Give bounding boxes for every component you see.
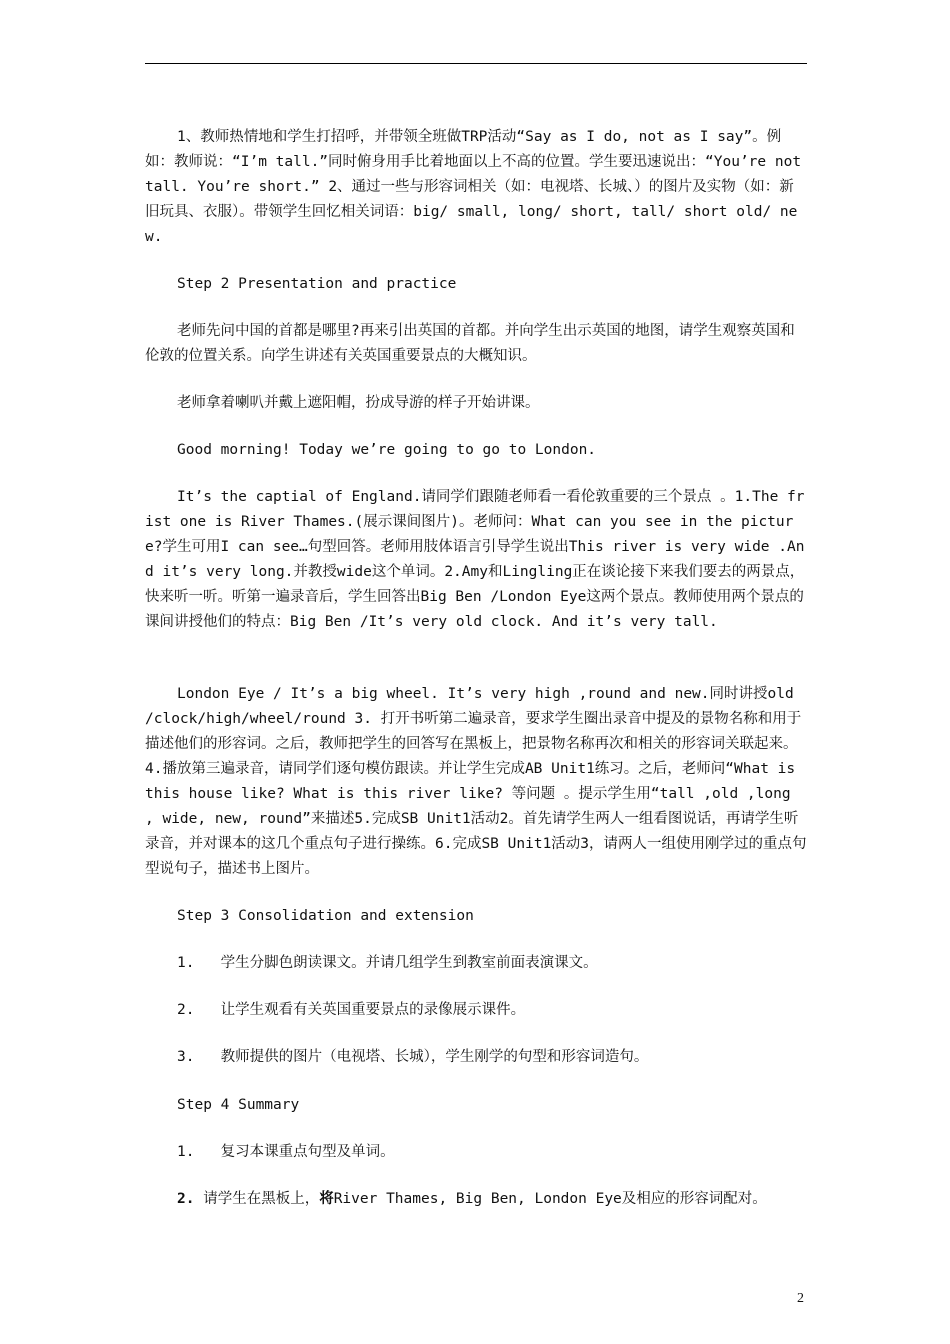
step3-list-item-3: 3. 教师提供的图片（电视塔、长城），学生刚学的句型和形容词造句。	[177, 1049, 649, 1065]
step2-paragraph-1: 老师先问中国的首都是哪里?再来引出英国的首都。并向学生出示英国的地图，请学生观察英国和伦敦的位置关系。向学生讲述有关英国重要景点的大概知识。	[145, 323, 795, 364]
step4-item2-bold: 将	[319, 1191, 334, 1207]
step3-list-item-1: 1. 学生分脚色朗读课文。并请几组学生到教室前面表演课文。	[177, 955, 598, 971]
header-rule	[145, 63, 807, 64]
step4-item2-number: 2.	[177, 1191, 195, 1207]
step2-paragraph-5: London Eye / It’s a big wheel. It’s very high ,round and new.同时讲授old /clock/high/wheel/round 3. 打开书听第二遍录音，要求学生圈出录音中提及的景物名称和用于描述他们的形容词。之后，教师把学生的回答写在黑板上，把景物名称再次和相关的形容词关联起来。4.播放第三遍录音，请同学们逐句模仿跟读。并让学生完成AB Unit1练习。之后，老师问“What is this house like? What is this river like? 等问题 。提示学生用“tall ,old ,long , wide, new, round”来描述5.完成SB Unit1活动2。首先请学生两人一组看图说话，再请学生听录音，并对课本的这几个重点句子进行操练。6.完成SB Unit1活动3，请两人一组使用刚学过的重点句型说句子，描述书上图片。	[145, 686, 807, 877]
step4-item2-text-a: 请学生在黑板上，	[194, 1191, 320, 1207]
step2-heading: Step 2 Presentation and practice	[177, 276, 457, 292]
step2-paragraph-4: It’s the captial of England.请同学们跟随老师看一看伦敦重要的三个景点 。1.The frist one is River Thames.(展示课间图片)。老师问：What can you see in the picture?学生可用I can see…句型回答。老师用肢体语言引导学生说出This river is very wide .And it’s very long.并教授wide这个单词。2.Amy和Lingling正在谈论接下来我们要去的两景点，快来听一听。听第一遍录音后，学生回答出Big Ben /London Eye这两个景点。教师使用两个景点的课间讲授他们的特点：Big Ben /It’s very old clock. And it’s very tall.	[145, 489, 805, 630]
step2-paragraph-3: Good morning! Today we’re going to go to London.	[177, 442, 597, 458]
step4-list-item-2	[177, 1187, 817, 1212]
step4-list-item-1: 1. 复习本课重点句型及单词。	[177, 1144, 395, 1160]
step3-list-item-2: 2. 让学生观看有关英国重要景点的录像展示课件。	[177, 1002, 526, 1018]
intro-paragraph: 1、教师热情地和学生打招呼，并带领全班做TRP活动“Say as I do, not as I say”。例如：教师说：“I’m tall.”同时俯身用手比着地面以上不高的位置。学生要迅速说出：“You’re not tall. You’re short.” 2、通过一些与形容词相关（如：电视塔、长城、）的图片及实物（如：新旧玩具、衣服）。带领学生回忆相关词语：big/ small, long/ short, tall/ short old/ new.	[145, 129, 802, 245]
page-number: 2	[797, 1291, 804, 1306]
step4-heading: Step 4 Summary	[177, 1097, 300, 1113]
step2-paragraph-2: 老师拿着喇叭并戴上遮阳帽，扮成导游的样子开始讲课。	[177, 395, 540, 411]
step3-heading: Step 3 Consolidation and extension	[177, 908, 474, 924]
step4-item2-text-b: River Thames, Big Ben, London Eye及相应的形容词配对。	[333, 1191, 767, 1207]
